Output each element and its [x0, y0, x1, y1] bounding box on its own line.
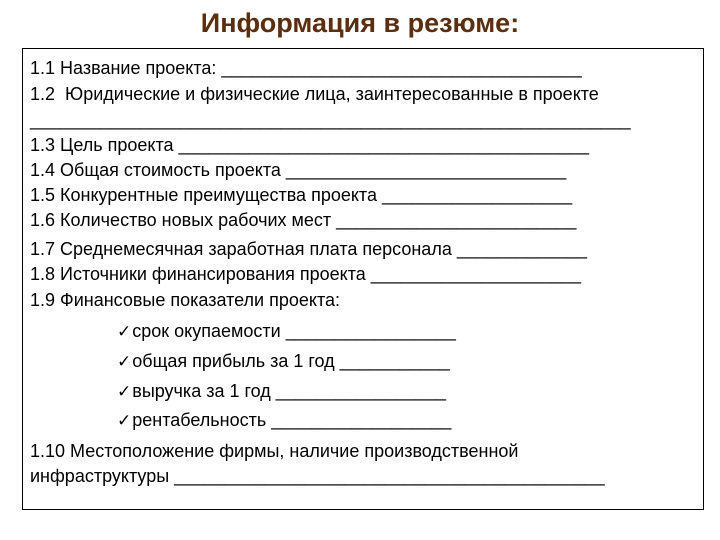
item-infrastructure: инфраструктуры ___________________________________________: [30, 466, 605, 486]
subitem-label: срок окупаемости _________________: [132, 321, 456, 341]
subitem-annual-revenue: [117, 380, 446, 403]
item-funding-sources: 1.8 Источники финансирования проекта _____________________: [30, 264, 582, 284]
item-project-name: 1.1 Название проекта: ____________________________________: [30, 58, 582, 78]
subitem-label: общая прибыль за 1 год ___________: [132, 351, 450, 371]
checkmark-icon: ✓: [117, 411, 132, 431]
checkmark-icon: ✓: [117, 382, 132, 402]
checkmark-icon: ✓: [117, 352, 132, 372]
subitem-annual-profit: [117, 350, 450, 373]
subitem-payback-period: [117, 320, 456, 343]
item-average-salary: 1.7 Среднемесячная заработная плата персонала _____________: [30, 239, 587, 259]
item-competitive-advantages: 1.5 Конкурентные преимущества проекта ___________________: [30, 185, 573, 205]
item-new-jobs: 1.6 Количество новых рабочих мест ________________________: [30, 210, 577, 230]
checkmark-icon: ✓: [117, 322, 132, 342]
page-title: Информация в резюме:: [200, 8, 520, 38]
item-total-cost: 1.4 Общая стоимость проекта ____________________________: [30, 160, 567, 180]
item-stakeholders-blank-line: ____________________________________________________________: [30, 110, 631, 130]
subitem-label: рентабельность __________________: [132, 410, 452, 430]
subitem-profitability: [117, 409, 451, 432]
subitem-label: выручка за 1 год _________________: [132, 381, 446, 401]
item-project-goal: 1.3 Цель проекта _________________________________________: [30, 135, 589, 155]
item-stakeholders: 1.2 Юридические и физические лица, заинтересованные в проекте: [30, 84, 599, 104]
item-financial-indicators: 1.9 Финансовые показатели проекта:: [30, 290, 341, 310]
item-location: 1.10 Местоположение фирмы, наличие производственной: [30, 441, 519, 461]
